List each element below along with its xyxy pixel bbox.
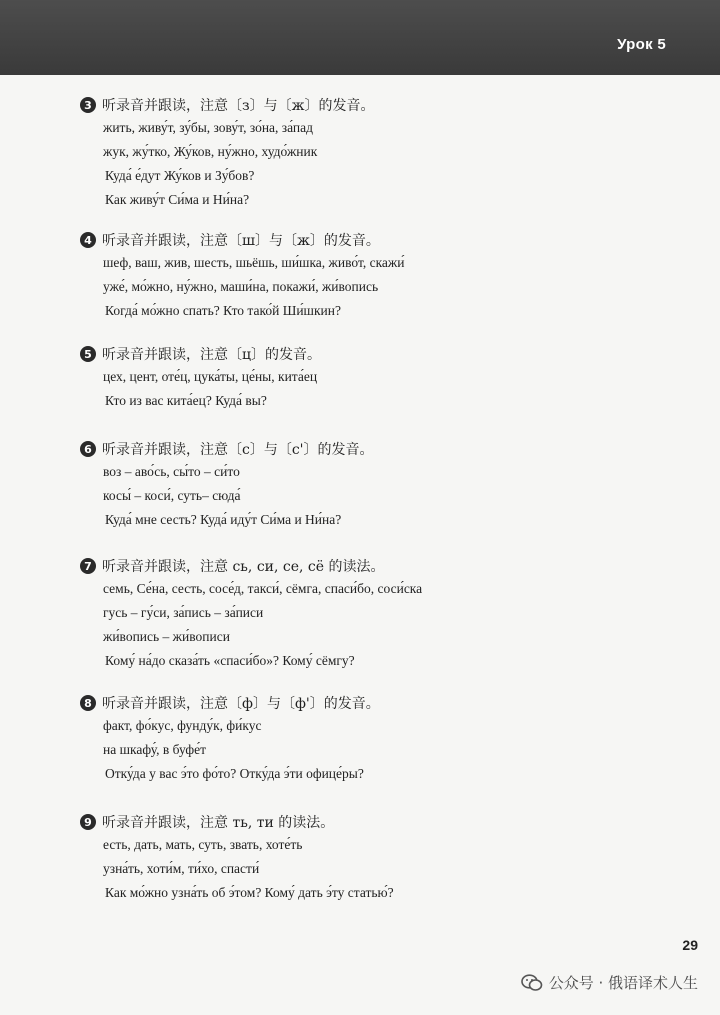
watermark-text: 公众号 · 俄语译术人生 [548, 974, 698, 992]
word-line: шеф, ваш, жив, шесть, шьёшь, ши́шка, живо́т, скажи́ [103, 255, 405, 270]
exercise-instruction: 听录音并跟读，注意〔ш〕与〔ж〕的发音。 [102, 233, 380, 249]
word-line: цех, цент, оте́ц, цука́ты, це́ны, кита́ец [103, 369, 318, 384]
exercise-number: 5 [80, 346, 96, 362]
word-line: есть, дать, мать, суть, звать, хоте́ть [103, 837, 303, 852]
exercise-8 [80, 692, 380, 786]
sentence-line: Как мо́жно узна́ть об э́том? Кому́ дать э́ту статью́? [105, 885, 394, 900]
sentence-line: Как живу́т Си́ма и Ни́на? [105, 192, 250, 207]
exercise-number: 9 [80, 814, 96, 830]
exercise-7 [80, 555, 422, 673]
word-line: жи́вопись – жи́вописи [103, 629, 230, 644]
sentence-line: Куда́ е́дут Жу́ков и Зу́бов? [105, 168, 255, 183]
word-line: косы́ – коси́, суть– сюда́ [103, 488, 241, 503]
exercise-4 [80, 229, 404, 323]
sentence-line: Кто из вас кита́ец? Куда́ вы? [105, 393, 267, 408]
sentence-line: Куда́ мне сесть? Куда́ иду́т Си́ма и Ни́на? [105, 512, 342, 527]
sentence-line: Отку́да у вас э́то фо́то? Отку́да э́ти офице́ры? [105, 766, 364, 781]
exercise-instruction: 听录音并跟读，注意 ть, ти 的读法。 [102, 815, 335, 831]
word-line: жук, жу́тко, Жу́ков, ну́жно, худо́жник [103, 144, 318, 159]
word-line: гусь – гу́си, за́пись – за́писи [103, 605, 264, 620]
word-line: на шкафу́, в буфе́т [103, 742, 207, 757]
word-line: жить, живу́т, зу́бы, зову́т, зо́на, за́пад [103, 120, 314, 135]
exercise-5 [80, 343, 321, 413]
word-line: узна́ть, хоти́м, ти́хо, спасти́ [103, 861, 260, 876]
exercise-instruction: 听录音并跟读，注意 сь, си, се, сё 的读法。 [102, 559, 385, 575]
exercise-number: 8 [80, 695, 96, 711]
word-line: семь, Се́на, сесть, сосе́д, такси́, сёмга, спаси́бо, соси́ска [103, 581, 423, 596]
exercise-9 [80, 811, 394, 905]
sentence-line: Когда́ мо́жно спать? Кто тако́й Ши́шкин? [105, 303, 341, 318]
word-line: воз – аво́сь, сы́то – си́то [103, 464, 240, 479]
watermark [521, 972, 698, 993]
header-bar [0, 0, 720, 75]
exercise-instruction: 听录音并跟读，注意〔з〕与〔ж〕的发音。 [102, 98, 375, 114]
exercise-number: 4 [80, 232, 96, 248]
exercise-number: 7 [80, 558, 96, 574]
lesson-title: Урок 5 [617, 36, 666, 53]
page-number: 29 [682, 937, 698, 953]
exercise-3 [80, 94, 375, 212]
word-line: факт, фо́кус, фунду́к, фи́кус [103, 718, 262, 733]
exercise-instruction: 听录音并跟读，注意〔ф〕与〔ф'〕的发音。 [102, 696, 380, 712]
exercise-instruction: 听录音并跟读，注意〔с〕与〔с'〕的发音。 [102, 442, 374, 458]
exercise-instruction: 听录音并跟读，注意〔ц〕的发音。 [102, 347, 322, 363]
exercise-6 [80, 438, 374, 532]
sentence-line: Кому́ на́до сказа́ть «спаси́бо»? Кому́ сёмгу? [105, 653, 355, 668]
exercise-number: 3 [80, 97, 96, 113]
wechat-icon [521, 974, 543, 992]
exercise-number: 6 [80, 441, 96, 457]
word-line: уже́, мо́жно, ну́жно, маши́на, покажи́, жи́вопись [103, 279, 379, 294]
